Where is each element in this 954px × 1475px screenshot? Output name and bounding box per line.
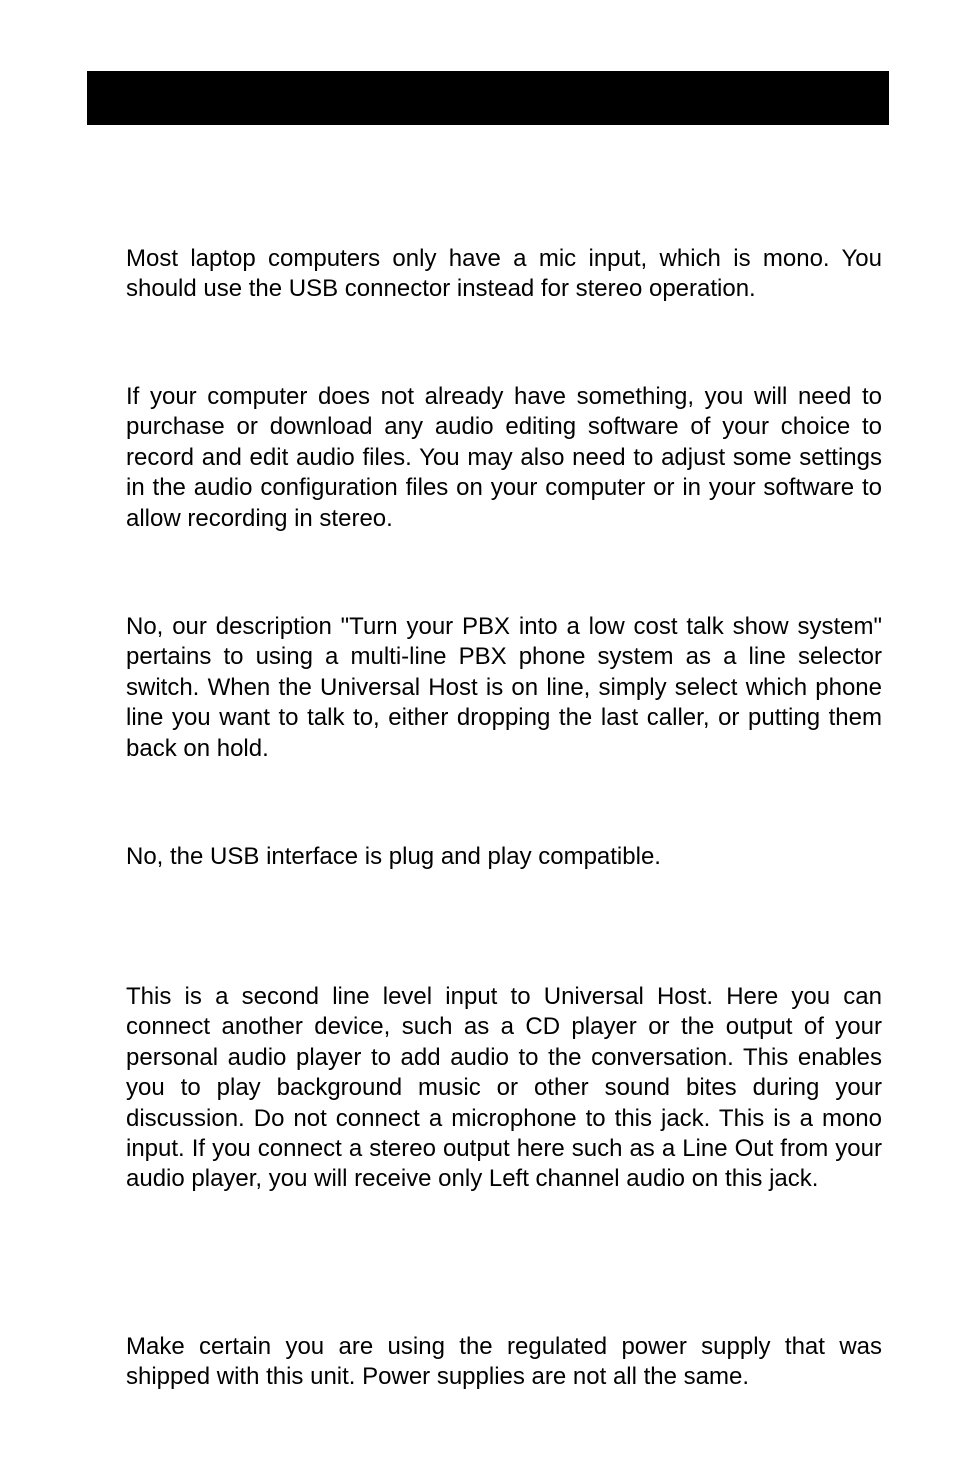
answer-paragraph-usb-plug-and-play: No, the USB interface is plug and play compatible. — [126, 843, 661, 870]
answer-paragraph-power-supply: Make certain you are using the regulated power supply that was shipped with this unit. Power supplies are not all the same. — [126, 1333, 882, 1391]
answer-paragraph-laptop-mic: Most laptop computers only have a mic input, which is mono. You should use the USB connector instead for stereo operation. — [126, 245, 882, 303]
answer-paragraph-pbx-talk-show: No, our description "Turn your PBX into a low cost talk show system" pertains to using a multi-line PBX phone system as a line selector switch. When the Universal Host is on line, simply select which phone line you want to talk to, either dropping the last caller, or putting them back on hold. — [126, 613, 882, 762]
header-bar — [87, 71, 889, 125]
answer-paragraph-audio-software: If your computer does not already have something, you will need to purchase or download any audio editing software of your choice to record and edit audio files. You may also need to adjust some settings in the audio configuration files on your computer or in your software to allow recording in stereo. — [126, 383, 882, 532]
answer-paragraph-line-level-input: This is a second line level input to Universal Host. Here you can connect another device, such as a CD player or the output of your personal audio player to add audio to the conversation. This enables you to play background music or other sound bites during your discussion. Do not connect a microphone to this jack. This is a mono input. If you connect a stereo output here such as a Line Out from your audio player, you will receive only Left channel audio on this jack. — [126, 983, 882, 1193]
